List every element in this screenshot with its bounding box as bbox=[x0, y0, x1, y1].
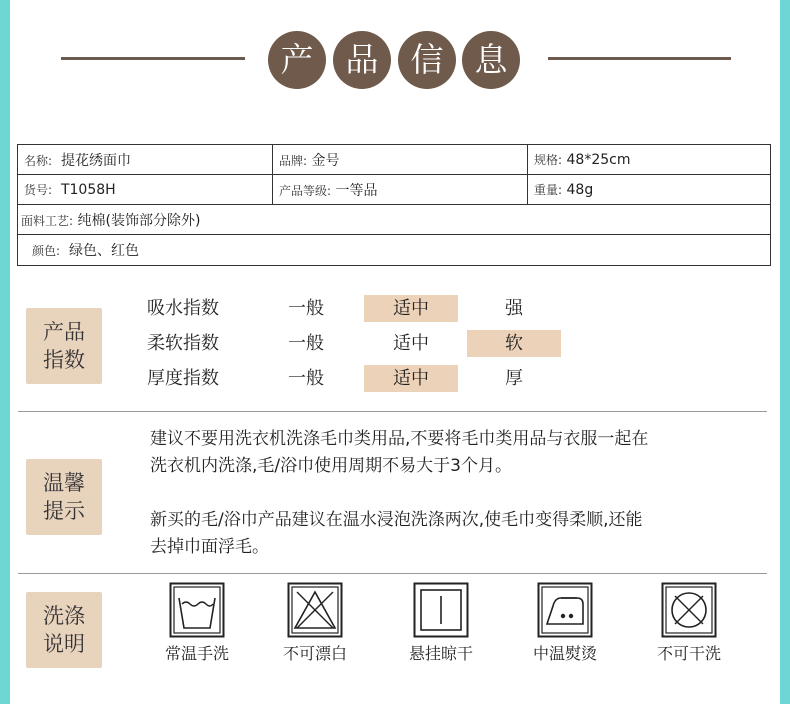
softness-option-normal: 一般 bbox=[288, 333, 324, 354]
title-right-rule bbox=[548, 57, 731, 60]
tips-badge-line1: 温馨 bbox=[43, 471, 85, 495]
title-char-1: 产 bbox=[268, 31, 326, 89]
wash-badge-line1: 洗涤 bbox=[43, 604, 85, 628]
section-divider-1 bbox=[18, 411, 767, 412]
title-char-4: 息 bbox=[462, 31, 520, 89]
absorbency-option-normal: 一般 bbox=[288, 298, 324, 319]
tips-badge-line2: 提示 bbox=[43, 499, 85, 523]
weight-cell bbox=[528, 175, 771, 205]
no-dry-clean-label: 不可干洗 bbox=[656, 644, 721, 663]
wash-badge bbox=[26, 592, 102, 668]
tip-paragraph-2-line1: 新买的毛/浴巾产品建议在温水浸泡洗涤两次,使毛巾变得柔顺,还能 bbox=[150, 510, 643, 530]
thickness-option-normal: 一般 bbox=[288, 368, 324, 389]
absorbency-option-strong: 强 bbox=[505, 298, 523, 319]
tips-badge bbox=[26, 459, 102, 535]
brand-cell bbox=[273, 145, 528, 175]
wash-item-hang-dry bbox=[396, 582, 486, 664]
wash-item-no-bleach bbox=[270, 582, 360, 664]
no-bleach-label: 不可漂白 bbox=[282, 644, 347, 663]
title-char-3: 信 bbox=[398, 31, 456, 89]
absorbency-option-medium: 适中 bbox=[364, 295, 458, 322]
hand-wash-label: 常温手洗 bbox=[164, 644, 229, 663]
thickness-option-medium: 适中 bbox=[364, 365, 458, 392]
sku-cell bbox=[18, 175, 273, 205]
product-info-table bbox=[17, 144, 771, 266]
color-value: 绿色、红色 bbox=[68, 243, 139, 259]
wash-item-no-dry-clean bbox=[644, 582, 734, 664]
material-cell bbox=[18, 205, 771, 235]
wash-item-hand-wash bbox=[152, 582, 242, 664]
sku-label: 货号: bbox=[24, 183, 53, 197]
color-label: 颜色: bbox=[32, 244, 61, 258]
section-divider-2 bbox=[18, 573, 767, 574]
absorbency-label: 吸水指数 bbox=[147, 298, 219, 319]
softness-option-medium: 适中 bbox=[393, 333, 429, 354]
material-value: 纯棉(装饰部分除外) bbox=[77, 212, 201, 229]
hang-dry-label: 悬挂晾干 bbox=[408, 644, 473, 663]
tip-paragraph-1 bbox=[150, 426, 750, 480]
wash-item-medium-iron bbox=[520, 582, 610, 664]
hang-dry-icon bbox=[413, 582, 469, 638]
name-cell bbox=[18, 145, 273, 175]
tip-paragraph-1-line2: 洗衣机内洗涤,毛/浴巾使用周期不易大于3个月。 bbox=[150, 456, 512, 476]
thickness-row bbox=[147, 365, 567, 392]
material-label: 面料工艺: bbox=[21, 213, 74, 228]
wash-badge-line2: 说明 bbox=[43, 632, 85, 656]
tip-paragraph-1-line1: 建议不要用洗衣机洗涤毛巾类用品,不要将毛巾类用品与衣服一起在 bbox=[150, 429, 649, 449]
softness-row bbox=[147, 330, 567, 357]
spec-label: 规格: bbox=[534, 153, 563, 167]
grade-cell bbox=[273, 175, 528, 205]
brand-value: 金号 bbox=[311, 152, 340, 169]
absorbency-row bbox=[147, 295, 567, 322]
softness-label: 柔软指数 bbox=[147, 333, 219, 354]
section-title bbox=[268, 31, 524, 91]
medium-iron-icon bbox=[537, 582, 593, 638]
hand-wash-icon bbox=[169, 582, 225, 638]
product-index-badge-line1: 产品 bbox=[43, 320, 85, 344]
name-value: 提花绣面巾 bbox=[60, 152, 131, 169]
tip-paragraph-2-line2: 去掉巾面浮毛。 bbox=[150, 537, 269, 557]
no-dry-clean-icon bbox=[661, 582, 717, 638]
thickness-option-thick: 厚 bbox=[505, 368, 523, 389]
color-cell bbox=[18, 235, 771, 266]
name-label: 名称: bbox=[24, 153, 53, 168]
weight-value: 48g bbox=[566, 182, 594, 198]
softness-option-soft: 软 bbox=[467, 330, 561, 357]
right-teal-border bbox=[780, 0, 790, 704]
weight-label: 重量: bbox=[534, 183, 563, 197]
thickness-label: 厚度指数 bbox=[147, 368, 219, 389]
spec-value: 48*25cm bbox=[566, 152, 631, 168]
grade-label: 产品等级: bbox=[279, 183, 332, 198]
product-index-badge bbox=[26, 308, 102, 384]
brand-label: 品牌: bbox=[279, 153, 308, 168]
spec-cell bbox=[528, 145, 771, 175]
no-bleach-icon bbox=[287, 582, 343, 638]
left-teal-border bbox=[0, 0, 10, 704]
medium-iron-label: 中温熨烫 bbox=[532, 644, 597, 663]
title-left-rule bbox=[61, 57, 245, 60]
tip-paragraph-2 bbox=[150, 507, 750, 561]
product-index-badge-line2: 指数 bbox=[43, 348, 85, 372]
sku-value: T1058H bbox=[60, 182, 116, 198]
title-char-2: 品 bbox=[333, 31, 391, 89]
grade-value: 一等品 bbox=[335, 182, 378, 199]
